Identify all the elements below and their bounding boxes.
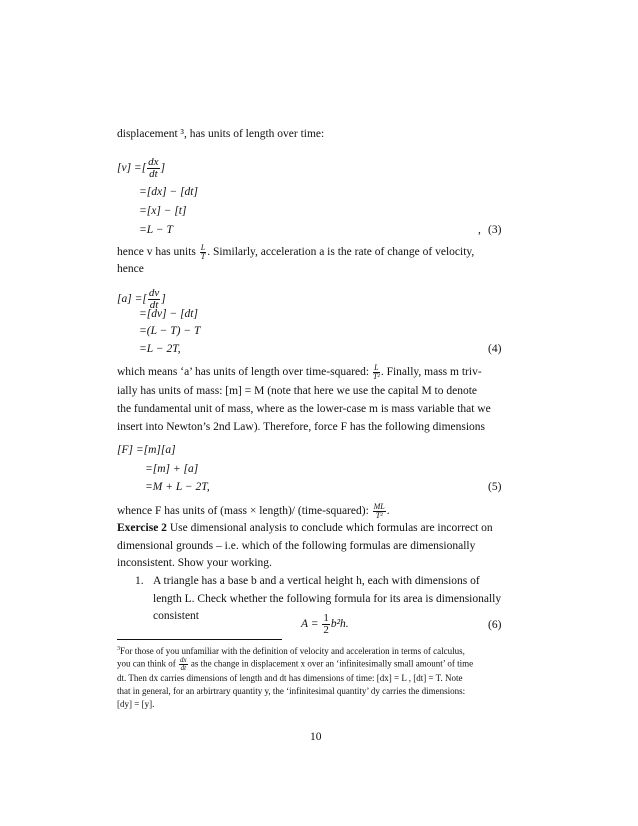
footnote-frac-num: dx: [180, 656, 187, 664]
exercise-title: Exercise 2: [117, 522, 167, 534]
footnote-text-1: For those of you unfamiliar with the definition of velocity and acceleration in terms of calculus,: [120, 646, 465, 656]
footnote-text-2b: as the change in displacement x over an ‘infinitesimally small amount’ of time: [190, 658, 474, 669]
mass-paragraph-line-2: ially has units of mass: [m] = M (note that here we use the capital M to denote: [117, 385, 478, 397]
velocity-text-b: . Similarly, acceleration a is the rate of change of velocity,: [207, 246, 475, 259]
mass-paragraph-line-4: insert into Newton’s 2nd Law). Therefore, force F has the following dimensions: [117, 421, 486, 433]
exercise-text-1: Use dimensional analysis to conclude which formulas are incorrect on: [169, 522, 493, 534]
eq4-lhs: [a] =[: [117, 293, 147, 306]
eq5-line-3: =M + L − 2T,: [145, 481, 210, 493]
eq5-line-1: [F] =[m][a]: [117, 444, 176, 456]
velocity-text-a: hence v has units: [117, 246, 196, 259]
eq3-trailing-comma: ,: [478, 224, 481, 236]
accel-frac-num: L: [374, 363, 379, 372]
intro-line: displacement ³, has units of length over time:: [117, 128, 325, 140]
eq4-frac-num: dv: [148, 287, 160, 299]
item-1-line-1: A triangle has a base b and a vertical height h, each with dimensions of: [153, 575, 480, 587]
eq3-frac-num: dx: [148, 156, 159, 168]
eq3-close: ]: [160, 162, 166, 175]
velocity-units-fraction: [200, 244, 206, 261]
eq4-frac-den: dt: [149, 299, 159, 311]
eq3-frac-den: dt: [149, 168, 158, 180]
force-text-b: .: [386, 505, 390, 518]
mass-paragraph-line-3: the fundamental unit of mass, where as the lower-case m is mass variable that we: [117, 403, 491, 415]
eq4-line-3: =(L − T) − T: [139, 325, 201, 337]
force-frac-num: ML: [373, 502, 385, 511]
mass-text-a: which means ‘a’ has units of length over time-squared:: [117, 366, 370, 379]
eq3-line-2: =[dx] − [dt]: [139, 186, 198, 198]
accel-units-fraction: [373, 364, 380, 381]
eq6-frac-num: 1: [323, 612, 329, 624]
footnote-frac-den: dt: [180, 664, 187, 672]
mass-paragraph-line-1: [117, 364, 482, 381]
footnote-fraction: [179, 657, 188, 672]
force-paragraph-line: [117, 503, 390, 520]
eq4-close: ]: [161, 293, 166, 306]
force-units-fraction: [373, 503, 386, 520]
eq5-line-2: =[m] + [a]: [145, 463, 199, 475]
exercise-line-3: inconsistent. Show your working.: [117, 557, 272, 569]
eq6-lhs: A =: [301, 618, 319, 631]
eq6-rhs: b²h.: [330, 618, 349, 631]
velocity-frac-den: T: [200, 252, 206, 261]
exercise-line-2: dimensional grounds – i.e. which of the following formulas are dimensionally: [117, 540, 476, 552]
eq3-line-4: =L − T: [139, 224, 173, 236]
eq6: [301, 613, 349, 636]
page-number: 10: [310, 731, 322, 743]
eq3-number: (3): [488, 224, 502, 236]
eq3-lhs: [v] =[: [117, 162, 147, 175]
force-text-a: whence F has units of (mass × length)/ (time-squared):: [117, 505, 369, 518]
force-frac-den: T²: [375, 511, 383, 520]
eq6-fraction: [322, 613, 330, 636]
footnote-line-4: that in general, for an arbirtrary quantity y, the ‘infinitesimal quantity’ dy carries the dimensions:: [117, 686, 466, 696]
velocity-paragraph-line-2: hence: [117, 263, 144, 275]
eq4-line-2: =[dv] − [dt]: [139, 308, 198, 320]
eq3-first-line: [117, 157, 165, 180]
item-1-number: 1.: [135, 575, 144, 587]
exercise-line-1: [117, 521, 493, 536]
eq6-number: (6): [488, 619, 502, 631]
footnote-mark: 3: [117, 646, 120, 652]
eq4-line-4: =L − 2T,: [139, 343, 181, 355]
item-1-line-2: length L. Check whether the following formula for its area is dimensionally: [153, 593, 502, 605]
velocity-frac-num: L: [200, 243, 206, 252]
mass-text-b: . Finally, mass m triv-: [380, 366, 482, 379]
item-1-line-3: consistent: [153, 610, 199, 622]
footnote-line-5: [dy] = [y].: [117, 699, 155, 709]
footnote-line-2: [117, 657, 473, 672]
footnote-text-2a: you can think of: [117, 658, 176, 669]
footnote-line-1: [117, 643, 465, 657]
eq5-number: (5): [488, 481, 502, 493]
footnote-line-3: dt. Then dx carries dimensions of length and dt has dimensions of time: [dx] = L , [dt] = T. Note: [117, 673, 463, 683]
accel-frac-den: T²: [372, 372, 380, 381]
eq3-line-3: =[x] − [t]: [139, 205, 187, 217]
eq3-fraction: [147, 157, 159, 180]
eq4-number: (4): [488, 343, 502, 355]
velocity-paragraph-line-1: [117, 244, 474, 261]
eq6-frac-den: 2: [323, 624, 329, 636]
footnote-rule: [117, 639, 282, 640]
